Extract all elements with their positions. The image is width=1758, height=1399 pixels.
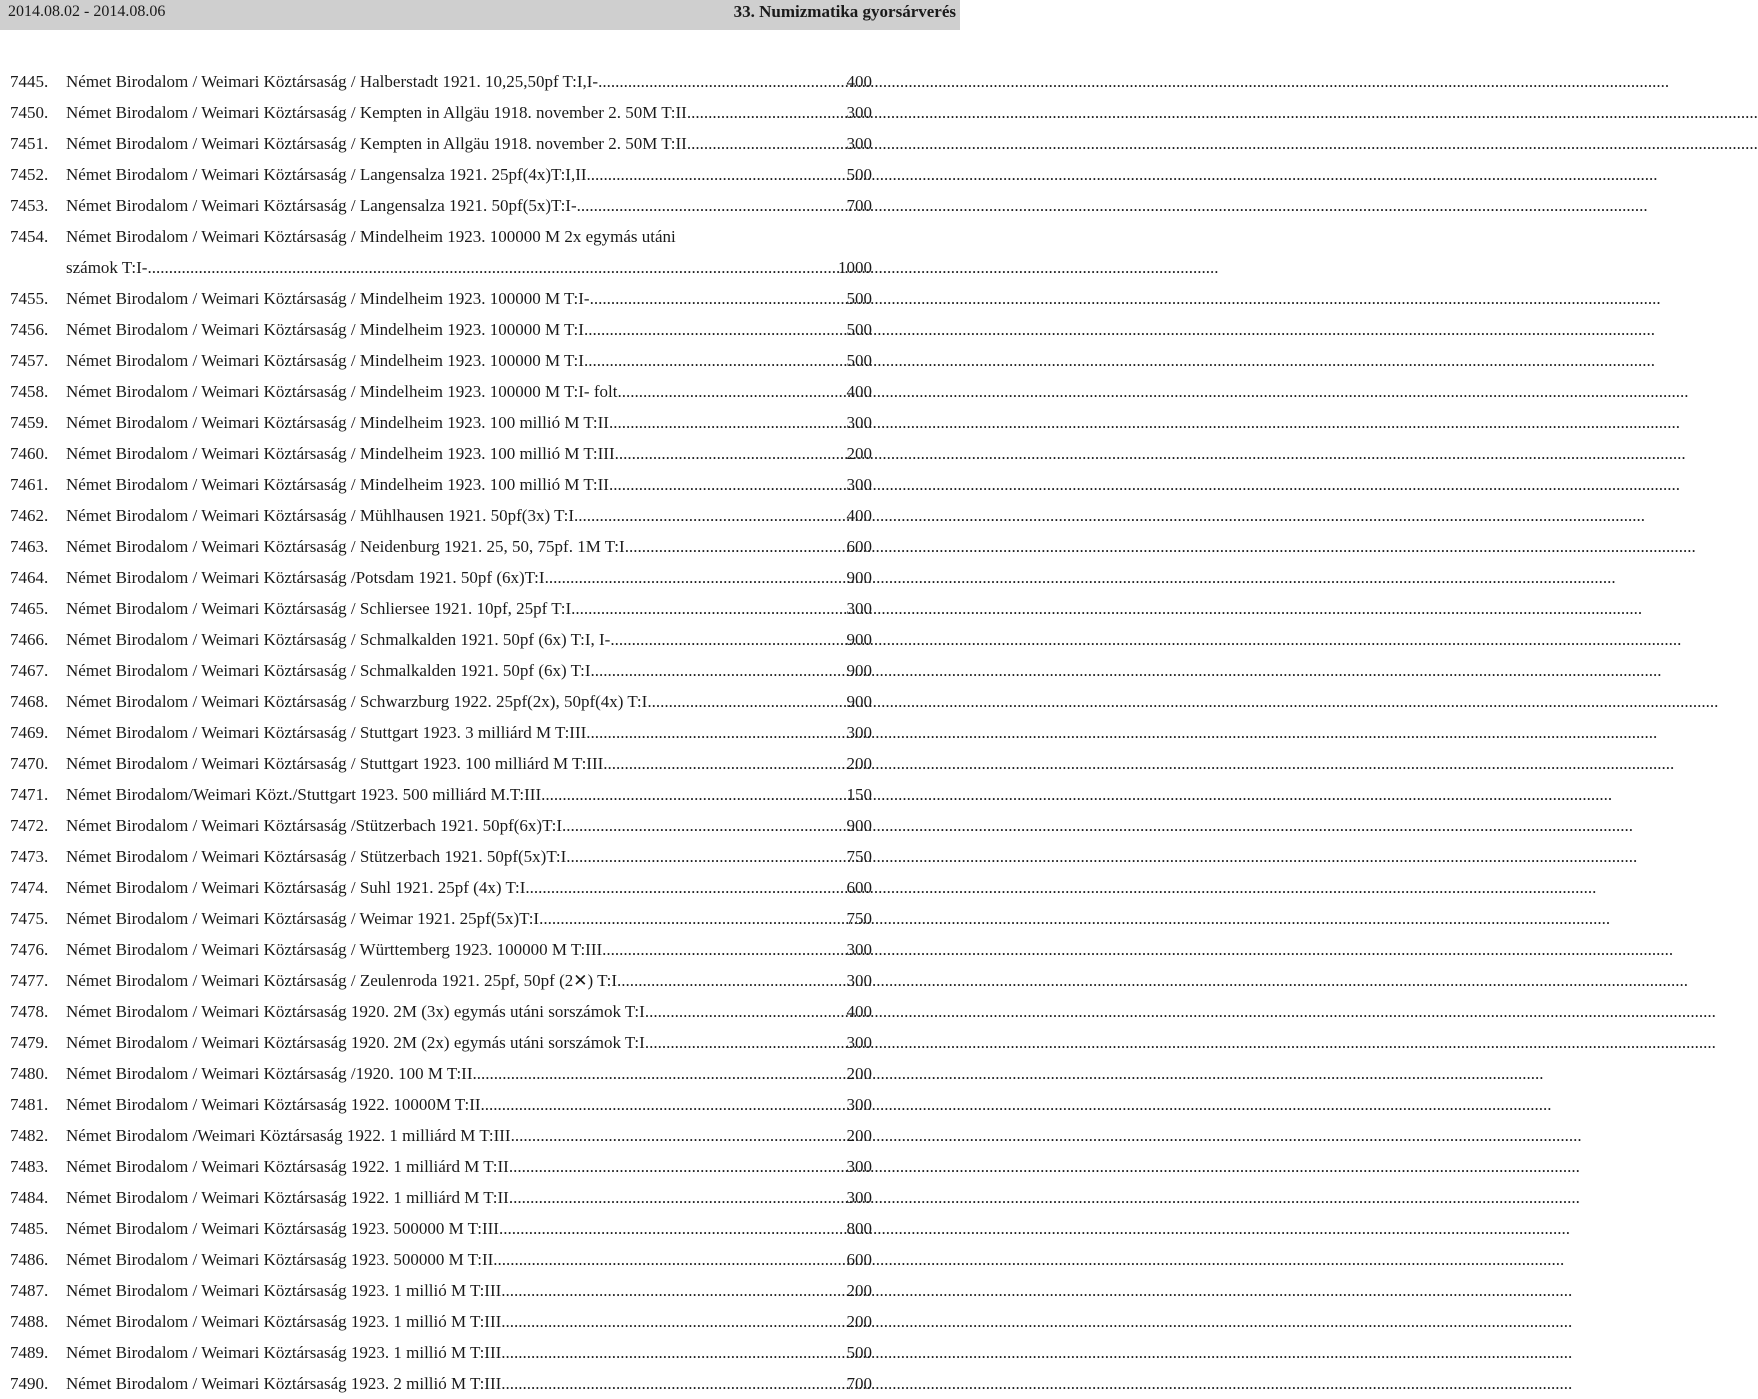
lot-row <box>10 66 872 97</box>
dot-leader <box>511 1120 847 1151</box>
dot-leader <box>603 748 846 779</box>
dot-leader <box>609 469 847 500</box>
dot-leader <box>525 872 846 903</box>
dot-leader <box>577 190 847 221</box>
lot-number: 7453. <box>10 196 49 215</box>
lot-number: 7466. <box>10 630 49 649</box>
dot-leader <box>481 1089 847 1120</box>
lot-number: 7482. <box>10 1126 49 1145</box>
dot-leader <box>509 1151 847 1182</box>
lot-number: 7476. <box>10 940 49 959</box>
dot-leader <box>590 283 847 314</box>
lot-description: Német Birodalom / Weimari Köztársaság / Mindelheim 1923. 100000 M T:I- folt <box>66 382 618 401</box>
lot-description: Német Birodalom / Weimari Köztársaság / Kempten in Allgäu 1918. november 2. 50M T:II <box>66 103 687 122</box>
lot-number: 7454. <box>10 227 49 246</box>
dot-leader <box>609 407 847 438</box>
lot-row <box>10 407 872 438</box>
dot-leader <box>625 531 847 562</box>
lot-number: 7472. <box>10 816 49 835</box>
lot-row <box>10 1275 872 1306</box>
lot-price: 300 <box>846 1033 872 1052</box>
lot-number: 7469. <box>10 723 49 742</box>
lot-number: 7479. <box>10 1033 49 1052</box>
page-header <box>0 0 960 30</box>
dot-leader <box>645 1027 847 1058</box>
lot-description: Német Birodalom / Weimari Köztársaság 1923. 1 millió M T:III <box>66 1312 502 1331</box>
lot-price: 200 <box>846 444 872 463</box>
dot-leader <box>591 655 847 686</box>
lot-description: Német Birodalom / Weimari Köztársaság / Schwarzburg 1922. 25pf(2x), 50pf(4x) T:I <box>66 692 648 711</box>
lot-price: 900 <box>846 661 872 680</box>
lot-row <box>10 1120 872 1151</box>
lot-price: 300 <box>846 971 872 990</box>
lot-description: Német Birodalom / Weimari Köztársaság / Zeulenroda 1921. 25pf, 50pf (2✕) T:I <box>66 971 618 990</box>
lot-description: Német Birodalom / Weimari Köztársaság 1923. 2 millió M T:III <box>66 1374 502 1393</box>
lot-number: 7464. <box>10 568 49 587</box>
lot-description: Német Birodalom / Weimari Köztársaság / Mindelheim 1923. 100 millió M T:II <box>66 475 609 494</box>
lot-number: 7468. <box>10 692 49 711</box>
lot-price: 800 <box>846 1219 872 1238</box>
lot-description: Német Birodalom / Weimari Köztársaság / Schmalkalden 1921. 50pf (6x) T:I <box>66 661 591 680</box>
dot-leader <box>647 686 846 717</box>
lot-number: 7471. <box>10 785 49 804</box>
lot-row <box>10 1337 872 1368</box>
lot-description: Német Birodalom / Weimari Köztársaság 1922. 1 milliárd M T:II <box>66 1188 509 1207</box>
dot-leader <box>598 66 846 97</box>
dot-leader <box>645 996 847 1027</box>
dot-leader <box>545 562 847 593</box>
lot-price: 600 <box>846 1250 872 1269</box>
dot-leader <box>571 593 846 624</box>
lot-row <box>10 1182 872 1213</box>
dot-leader <box>539 903 846 934</box>
lot-description: Német Birodalom / Weimari Köztársaság / Weimar 1921. 25pf(5x)T:I <box>66 909 540 928</box>
lot-number: 7484. <box>10 1188 49 1207</box>
lot-price: 300 <box>846 1095 872 1114</box>
lot-row <box>10 593 872 624</box>
lot-description: Német Birodalom / Weimari Köztársaság / Schliersee 1921. 10pf, 25pf T:I <box>66 599 572 618</box>
dot-leader <box>473 1058 847 1089</box>
lot-row <box>10 1306 872 1337</box>
date-range: 2014.08.02 - 2014.08.06 <box>8 3 166 20</box>
lot-number: 7452. <box>10 165 49 184</box>
lot-number: 7483. <box>10 1157 49 1176</box>
dot-leader <box>586 717 846 748</box>
lot-description: Német Birodalom / Weimari Köztársaság / Neidenburg 1921. 25, 50, 75pf. 1M T:I <box>66 537 625 556</box>
dot-leader <box>501 1275 846 1306</box>
lot-description: Német Birodalom / Weimari Köztársaság / Mindelheim 1923. 100000 M T:I <box>66 351 584 370</box>
lot-description: Német Birodalom / Weimari Köztársaság /1920. 100 M T:II <box>66 1064 473 1083</box>
lot-description: Német Birodalom / Weimari Köztársaság 1923. 1 millió M T:III <box>66 1343 502 1362</box>
lot-price: 400 <box>846 382 872 401</box>
lot-description: Német Birodalom / Weimari Köztársaság 1923. 500000 M T:III <box>66 1219 499 1238</box>
lot-number: 7474. <box>10 878 49 897</box>
lot-price: 900 <box>846 816 872 835</box>
lot-price: 500 <box>846 320 872 339</box>
lot-price: 1000 <box>838 258 872 277</box>
lot-price: 300 <box>846 599 872 618</box>
lot-price: 300 <box>846 723 872 742</box>
lot-price: 400 <box>846 1002 872 1021</box>
lot-price: 500 <box>846 1343 872 1362</box>
lot-price: 700 <box>846 196 872 215</box>
lot-price: 200 <box>846 754 872 773</box>
lot-description: Német Birodalom / Weimari Köztársaság / Stuttgart 1923. 100 milliárd M T:III <box>66 754 604 773</box>
lot-number: 7478. <box>10 1002 49 1021</box>
lot-price: 300 <box>846 413 872 432</box>
dot-leader <box>574 500 847 531</box>
dot-leader <box>147 252 838 283</box>
lot-price: 200 <box>846 1064 872 1083</box>
lot-description: Német Birodalom / Weimari Köztársaság / Stützerbach 1921. 50pf(5x)T:I <box>66 847 567 866</box>
lot-number: 7486. <box>10 1250 49 1269</box>
dot-leader <box>587 159 847 190</box>
lot-number: 7451. <box>10 134 49 153</box>
lot-description: Német Birodalom / Weimari Köztársaság / Kempten in Allgäu 1918. november 2. 50M T:II <box>66 134 687 153</box>
lot-price: 900 <box>846 568 872 587</box>
lot-description: Német Birodalom /Weimari Köztársaság 1922. 1 milliárd M T:III <box>66 1126 511 1145</box>
lot-description: Német Birodalom / Weimari Köztársaság / Langensalza 1921. 50pf(5x)T:I- <box>66 196 577 215</box>
lot-price: 400 <box>846 506 872 525</box>
lot-number: 7458. <box>10 382 49 401</box>
lot-row <box>10 469 872 500</box>
lot-price: 750 <box>846 847 872 866</box>
lot-number: 7463. <box>10 537 49 556</box>
lot-row <box>10 810 872 841</box>
lot-description: Német Birodalom / Weimari Köztársaság 1923. 500000 M T:II <box>66 1250 494 1269</box>
dot-leader <box>501 1337 846 1368</box>
lot-description: Német Birodalom / Weimari Köztársaság / Württemberg 1923. 100000 M T:III <box>66 940 603 959</box>
lot-row <box>10 283 872 314</box>
lot-number: 7456. <box>10 320 49 339</box>
lot-number: 7455. <box>10 289 49 308</box>
lot-price: 200 <box>846 1126 872 1145</box>
lot-row <box>10 965 872 996</box>
lot-price: 300 <box>846 1157 872 1176</box>
lot-price: 300 <box>846 940 872 959</box>
lot-row <box>10 159 872 190</box>
lot-price: 300 <box>846 1188 872 1207</box>
lot-number: 7489. <box>10 1343 49 1362</box>
dot-leader <box>562 810 847 841</box>
lot-row <box>10 841 872 872</box>
lot-description: Német Birodalom / Weimari Köztársaság / Mindelheim 1923. 100000 M 2x egymás utáni <box>66 227 676 246</box>
lot-row <box>10 531 872 562</box>
lot-row <box>10 1151 872 1182</box>
lot-description: Német Birodalom / Weimari Köztársaság /Stützerbach 1921. 50pf(6x)T:I <box>66 816 562 835</box>
lot-description: Német Birodalom / Weimari Köztársaság / Mindelheim 1923. 100000 M T:I- <box>66 289 590 308</box>
dot-leader <box>584 314 847 345</box>
lot-number: 7460. <box>10 444 49 463</box>
lot-row <box>10 1027 872 1058</box>
dot-leader <box>615 438 847 469</box>
lot-description: Német Birodalom / Weimari Köztársaság / Mindelheim 1923. 100 millió M T:III <box>66 444 615 463</box>
dot-leader <box>687 97 847 128</box>
lot-number: 7461. <box>10 475 49 494</box>
lot-row <box>10 903 872 934</box>
dot-leader <box>541 779 846 810</box>
lot-description: Német Birodalom / Weimari Köztársaság /Potsdam 1921. 50pf (6x)T:I <box>66 568 545 587</box>
lot-list <box>10 66 872 1399</box>
lot-number: 7477. <box>10 971 49 990</box>
lot-price: 900 <box>846 692 872 711</box>
lot-row <box>10 686 872 717</box>
lot-description: Német Birodalom / Weimari Köztársaság 1923. 1 millió M T:III <box>66 1281 502 1300</box>
dot-leader <box>509 1182 847 1213</box>
lot-number: 7450. <box>10 103 49 122</box>
lot-row <box>10 376 872 407</box>
lot-price: 200 <box>846 1281 872 1300</box>
dot-leader <box>617 376 846 407</box>
lot-row <box>10 438 872 469</box>
lot-number: 7459. <box>10 413 49 432</box>
lot-description: Német Birodalom / Weimari Köztársaság 1920. 2M (2x) egymás utáni sorszámok T:I <box>66 1033 645 1052</box>
lot-number: 7487. <box>10 1281 49 1300</box>
lot-description: Német Birodalom / Weimari Köztársaság / Schmalkalden 1921. 50pf (6x) T:I, I- <box>66 630 611 649</box>
lot-row <box>10 1213 872 1244</box>
lot-number: 7475. <box>10 909 49 928</box>
lot-number: 7467. <box>10 661 49 680</box>
dot-leader <box>584 345 847 376</box>
lot-row <box>10 221 872 283</box>
lot-description: Német Birodalom / Weimari Köztársaság 1922. 1 milliárd M T:II <box>66 1157 509 1176</box>
auction-title: 33. Numizmatika gyorsárverés <box>733 2 956 21</box>
lot-price: 600 <box>846 537 872 556</box>
lot-row <box>10 779 872 810</box>
lot-row <box>10 748 872 779</box>
lot-description: Német Birodalom / Weimari Köztársaság / Halberstadt 1921. 10,25,50pf T:I,I- <box>66 72 599 91</box>
lot-number: 7457. <box>10 351 49 370</box>
lot-row <box>10 500 872 531</box>
lot-number: 7485. <box>10 1219 49 1238</box>
lot-row <box>10 314 872 345</box>
lot-row <box>10 1089 872 1120</box>
dot-leader <box>501 1368 846 1399</box>
lot-row <box>10 345 872 376</box>
lot-description: Német Birodalom / Weimari Köztársaság / Mindelheim 1923. 100000 M T:I <box>66 320 584 339</box>
lot-price: 500 <box>846 289 872 308</box>
lot-description: Német Birodalom / Weimari Köztársaság / Langensalza 1921. 25pf(4x)T:I,II <box>66 165 587 184</box>
lot-price: 500 <box>846 351 872 370</box>
dot-leader <box>602 934 846 965</box>
lot-price: 750 <box>846 909 872 928</box>
lot-price: 200 <box>846 1312 872 1331</box>
lot-row <box>10 128 872 159</box>
dot-leader <box>499 1213 847 1244</box>
dot-leader <box>493 1244 846 1275</box>
lot-row <box>10 624 872 655</box>
lot-row <box>10 655 872 686</box>
lot-description: Német Birodalom / Weimari Köztársaság 1920. 2M (3x) egymás utáni sorszámok T:I <box>66 1002 645 1021</box>
lot-price: 400 <box>846 72 872 91</box>
lot-row <box>10 717 872 748</box>
lot-row <box>10 996 872 1027</box>
lot-description: Német Birodalom / Weimari Köztársaság / Mühlhausen 1921. 50pf(3x) T:I <box>66 506 574 525</box>
lot-number: 7490. <box>10 1374 49 1393</box>
lot-row <box>10 190 872 221</box>
lot-number: 7480. <box>10 1064 49 1083</box>
dot-leader <box>501 1306 846 1337</box>
lot-price: 600 <box>846 878 872 897</box>
lot-price: 500 <box>846 165 872 184</box>
dot-leader <box>566 841 846 872</box>
lot-number: 7488. <box>10 1312 49 1331</box>
lot-price: 300 <box>846 103 872 122</box>
dot-leader <box>617 965 846 996</box>
lot-number: 7445. <box>10 72 49 91</box>
lot-row <box>10 97 872 128</box>
dot-leader <box>687 128 847 159</box>
lot-price: 150 <box>846 785 872 804</box>
lot-number: 7462. <box>10 506 49 525</box>
lot-description: Német Birodalom/Weimari Közt./Stuttgart 1923. 500 milliárd M.T:III <box>66 785 542 804</box>
lot-price: 300 <box>846 475 872 494</box>
lot-row <box>10 1368 872 1399</box>
lot-number: 7470. <box>10 754 49 773</box>
lot-description-continued: számok T:I- <box>66 258 148 277</box>
lot-number: 7481. <box>10 1095 49 1114</box>
lot-row <box>10 872 872 903</box>
lot-description: Német Birodalom / Weimari Köztársaság / Mindelheim 1923. 100 millió M T:II <box>66 413 609 432</box>
lot-number: 7465. <box>10 599 49 618</box>
lot-number: 7473. <box>10 847 49 866</box>
lot-price: 700 <box>846 1374 872 1393</box>
lot-row <box>10 1244 872 1275</box>
lot-row <box>10 1058 872 1089</box>
lot-row <box>10 562 872 593</box>
dot-leader <box>610 624 846 655</box>
lot-price: 900 <box>846 630 872 649</box>
lot-row <box>10 934 872 965</box>
lot-description: Német Birodalom / Weimari Köztársaság / Stuttgart 1923. 3 milliárd M T:III <box>66 723 587 742</box>
lot-description: Német Birodalom / Weimari Köztársaság 1922. 10000M T:II <box>66 1095 481 1114</box>
lot-price: 300 <box>846 134 872 153</box>
lot-description: Német Birodalom / Weimari Köztársaság / Suhl 1921. 25pf (4x) T:I <box>66 878 526 897</box>
